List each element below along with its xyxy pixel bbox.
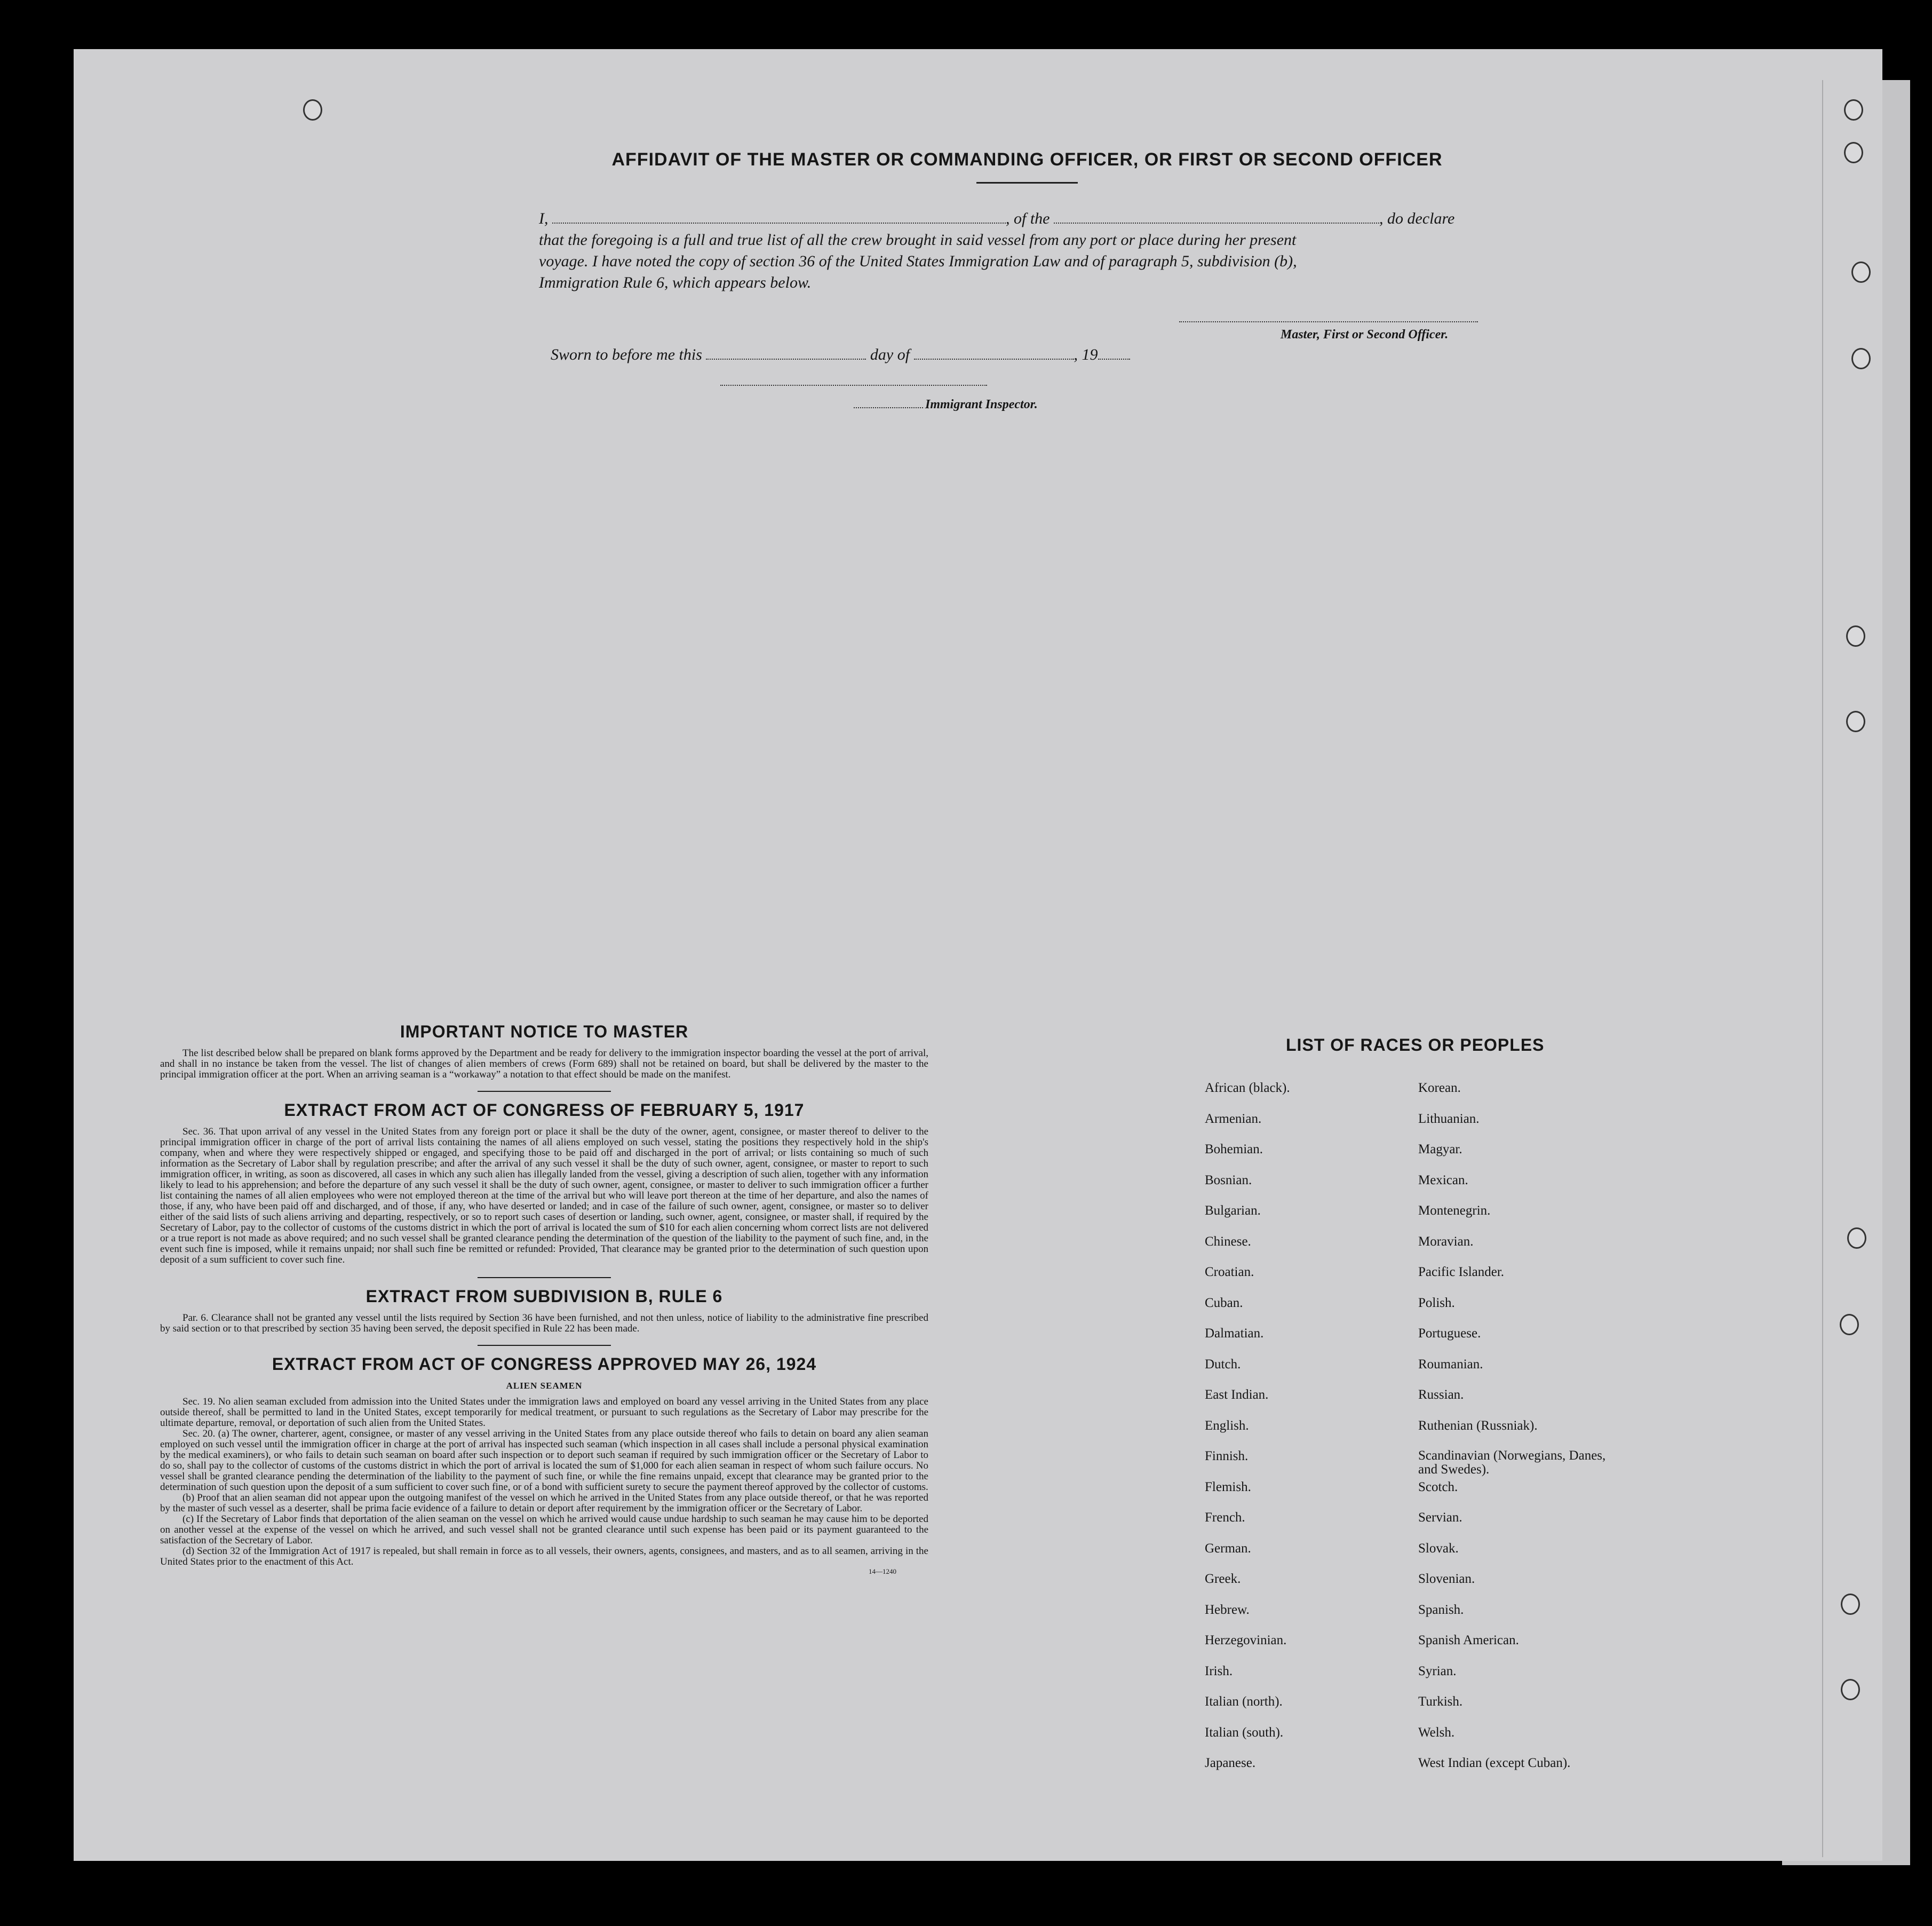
race-item: Finnish.: [1205, 1449, 1249, 1463]
affidavit-i-label: I,: [539, 210, 548, 227]
binder-hole-icon: [1841, 1594, 1860, 1615]
affidavit-body-line1: that the foregoing is a full and true list of all the crew brought in said vessel from any port or place during her present: [539, 231, 1297, 249]
race-item: Chinese.: [1205, 1234, 1251, 1249]
race-item: Turkish.: [1418, 1694, 1463, 1709]
race-item: Pacific Islander.: [1418, 1265, 1505, 1279]
race-item: Mexican.: [1418, 1173, 1468, 1187]
race-item: Slovenian.: [1418, 1572, 1475, 1586]
race-item: Korean.: [1418, 1081, 1461, 1095]
section-rule: [478, 1091, 611, 1092]
race-item: Montenegrin.: [1418, 1203, 1491, 1218]
page-fold: [1822, 80, 1823, 1857]
race-item: Bulgarian.: [1205, 1203, 1261, 1218]
race-item: Flemish.: [1205, 1480, 1251, 1494]
race-item: African (black).: [1205, 1081, 1290, 1095]
alien-seamen-subtitle: ALIEN SEAMEN: [506, 1381, 583, 1391]
affidavit-declaration-line: [539, 208, 1515, 229]
race-item: Moravian.: [1418, 1234, 1474, 1249]
race-item: Magyar.: [1418, 1142, 1462, 1156]
sworn-day-blank[interactable]: [706, 359, 866, 360]
extract-1917-body: Sec. 36. That upon arrival of any vessel in the United States from any foreign port or place it shall be the duty of the owner, agent, consignee, or master thereof to deliver to the principal immigration officer in charge of the port of arrival lists containing the names of all aliens employed on such vessel, stating the positions they respectively hold in the ship's company, when and where they were respectively shipped or engaged, and specifying those to be paid off and discharged in the port of arrival; or lists containing so much of such information as the Secretary of Labor shall by regulation prescribe; and after the arrival of any such vessel it shall be the duty of such owner, agent, consignee, or master to report to such immigration officer, in writing, as soon as discovered, all cases in which any such alien has illegally landed from the vessel, giving a description of such alien, together with any information likely to lead to his apprehension; and before the departure of any such vessel it shall be the duty of such owner, agent, consignee, or master to deliver to such immigration officer a further list containing the names of all alien employees who were not employed thereon at the time of the arrival but who will leave port thereon at the time of her departure, and also the names of those, if any, who have been paid off and discharged, and of those, if any, who have deserted or landed; and in case of the failure of such owner, agent, consignee, or master so to deliver either of the said lists of such aliens arriving and departing, respectively, or so to report such cases of desertion or landing, such owner, agent, consignee, or master shall, if required by the Secretary of Labor, pay to the collector of customs of the customs district in which the port of arrival is located the sum of $10 for each alien concerning whom correct lists are not delivered or a true report is not made as above required; and no such vessel shall be granted clearance pending the determination of the question of the liability to the payment of such fine, and, in the event such fine is imposed, while it remains unpaid; nor shall such fine be remitted or refunded: Provided, That clearance may be granted prior to the determination of such question upon deposit of a sum sufficient to cover such fine.: [160, 1126, 928, 1265]
race-item: Scandinavian (Norwegians, Danes, and Swedes).: [1418, 1448, 1606, 1477]
race-item: Syrian.: [1418, 1664, 1457, 1678]
sworn-label: Sworn to before me this: [551, 346, 702, 363]
of-the-label: , of the: [1006, 210, 1050, 227]
race-item: English.: [1205, 1418, 1249, 1433]
race-item: Welsh.: [1418, 1725, 1455, 1740]
binder-hole-icon: [1844, 142, 1863, 163]
race-item: Herzegovinian.: [1205, 1633, 1287, 1647]
name-blank[interactable]: [552, 223, 1006, 224]
affidavit-body-line2: voyage. I have noted the copy of section 36 of the United States Immigration Law and of paragraph 5, subdivision (b),: [539, 252, 1297, 270]
races-title: LIST OF RACES OR PEOPLES: [1286, 1035, 1545, 1055]
race-item: German.: [1205, 1541, 1251, 1556]
race-item: Scotch.: [1418, 1480, 1458, 1494]
section-rule: [478, 1345, 611, 1346]
binder-hole-icon: [1841, 1679, 1860, 1700]
master-signature-label: Master, First or Second Officer.: [1281, 328, 1449, 342]
affidavit-title: AFFIDAVIT OF THE MASTER OR COMMANDING OFFICER, OR FIRST OR SECOND OFFICER: [611, 149, 1443, 170]
binder-hole-icon: [1851, 261, 1871, 283]
race-item: Bohemian.: [1205, 1142, 1263, 1156]
race-item: Polish.: [1418, 1296, 1455, 1310]
race-item: Dutch.: [1205, 1357, 1241, 1372]
race-item: Spanish American.: [1418, 1633, 1519, 1647]
binder-hole-icon: [1844, 99, 1863, 121]
do-declare-label: , do declare: [1379, 210, 1455, 227]
year-label: , 19: [1074, 346, 1098, 363]
race-item: Croatian.: [1205, 1265, 1254, 1279]
race-item: Greek.: [1205, 1572, 1241, 1586]
notice-body: The list described below shall be prepared on blank forms approved by the Department and be ready for delivery to the immigration inspector boarding the vessel at the port of arrival, and shall in no instance be taken from the vessel. The list of changes of alien members of crews (Form 689) shall not be retained on board, but shall be delivered by the master to the principal immigration officer at the port. When an arriving seaman is a “workaway” a notation to that effect should be made on the manifest.: [160, 1048, 928, 1080]
race-item: Bosnian.: [1205, 1173, 1252, 1187]
sworn-line: [551, 344, 1515, 366]
race-item: East Indian.: [1205, 1388, 1269, 1402]
sec20c-text: (c) If the Secretary of Labor finds that deportation of the alien seaman on the vessel on which he arrived would cause undue hardship to such seaman he may cause him to be deported on another vessel at the expense of the vessel on which he arrived, and such vessel shall not be granted clearance until such expense has been paid or its payment guaranteed to the satisfaction of the Secretary of Labor.: [160, 1513, 928, 1546]
race-item: Slovak.: [1418, 1541, 1459, 1556]
race-item: Italian (south).: [1205, 1725, 1284, 1740]
legal-notices: [160, 1022, 928, 1576]
race-item: Ruthenian (Russniak).: [1418, 1418, 1538, 1433]
binder-hole-icon: [1847, 1227, 1866, 1249]
sec19-text: Sec. 19. No alien seaman excluded from admission into the United States under the immigration laws and employed on board any vessel arriving in the United States from any place outside thereof, shall be permitted to land in the United States, except temporarily for medical treatment, or pursuant to such regulations as the Secretary of Labor may prescribe for the ultimate departure, removal, or deportation of such alien from the United States.: [160, 1396, 928, 1429]
affidavit-section: [539, 149, 1515, 412]
sec20a-text: Sec. 20. (a) The owner, charterer, agent, consignee, or master of any vessel arriving in the United States from any place outside thereof who fails to detain on board any alien seaman employed on such vessel until the immigration officer in charge at the port of arrival has inspected such seaman (which inspection in all cases shall include a personal physical examination by the medical examiners), or who fails to detain such seaman on board after such inspection or to deport such seaman if required by such immigration officer or the Secretary of Labor to do so, shall pay to the collector of customs of the customs district in which the port of arrival is located the sum of $1,000 for each alien seaman in respect of whom such failure occurs. No vessel shall be granted clearance pending the determination of the liability to the payment of such fine, or while the fine remains unpaid, except that clearance may be granted prior to the determination of such question upon the deposit of a sum sufficient to cover such fine, or of a bond with sufficient surety to secure the payment thereof approved by the collector of customs.: [160, 1428, 928, 1493]
form-number: 14—1240: [869, 1567, 896, 1575]
vessel-blank[interactable]: [1054, 223, 1379, 224]
binder-hole-icon: [1851, 348, 1871, 369]
race-item: Italian (north).: [1205, 1694, 1283, 1709]
race-item: Hebrew.: [1205, 1603, 1250, 1617]
inspector-signature-line[interactable]: [720, 384, 987, 386]
sworn-month-blank[interactable]: [914, 359, 1074, 360]
race-item: West Indian (except Cuban).: [1418, 1756, 1571, 1770]
notice-title: IMPORTANT NOTICE TO MASTER: [400, 1022, 689, 1041]
binder-hole-icon: [1846, 711, 1865, 732]
extract-rule6-body: Par. 6. Clearance shall not be granted any vessel until the lists required by Section 36 have been furnished, and not then unless, notice of liability to the administrative fine prescribed by said section or to that prescribed by section 35 having been served, the deposit specified in Rule 22 has been made.: [160, 1312, 928, 1334]
race-item: Russian.: [1418, 1388, 1464, 1402]
year-blank[interactable]: [1098, 359, 1130, 360]
race-item: Armenian.: [1205, 1112, 1262, 1126]
race-item: Servian.: [1418, 1510, 1462, 1525]
race-item: Irish.: [1205, 1664, 1233, 1678]
binder-hole-icon: [303, 99, 322, 121]
inspector-line: [854, 398, 1515, 412]
race-item: Spanish.: [1418, 1603, 1464, 1617]
race-item: Roumanian.: [1418, 1357, 1483, 1372]
race-item: Dalmatian.: [1205, 1326, 1264, 1341]
day-of-label: day of: [870, 346, 910, 363]
race-item: Japanese.: [1205, 1756, 1256, 1770]
race-item: Cuban.: [1205, 1296, 1243, 1310]
inspector-label: Immigrant Inspector.: [925, 398, 1038, 411]
binder-hole-icon: [1840, 1314, 1859, 1335]
extract-1917-title: EXTRACT FROM ACT OF CONGRESS OF FEBRUARY 5, 1917: [284, 1100, 805, 1120]
extract-1924-title: EXTRACT FROM ACT OF CONGRESS APPROVED MAY 26, 1924: [272, 1354, 817, 1374]
title-rule: [976, 182, 1078, 184]
master-signature-line[interactable]: [1179, 320, 1478, 322]
sec20b-text: (b) Proof that an alien seaman did not appear upon the outgoing manifest of the vessel on which he arrived in the United States from any place outside thereof, or that he was reported by the master of such vessel as a deserter, shall be prima facie evidence of a failure to detain or deport after requirement by the immigration officer or the Secretary of Labor.: [160, 1492, 928, 1514]
race-item: Lithuanian.: [1418, 1112, 1480, 1126]
races-list: [1200, 1035, 1681, 1770]
binder-hole-icon: [1846, 625, 1865, 647]
sec20d-text: (d) Section 32 of the Immigration Act of 1917 is repealed, but shall remain in force as to all vessels, their owners, agents, consignees, and masters, and as to all seamen, arriving in the United States prior to the enactment of this Act.: [160, 1545, 928, 1567]
extract-rule6-title: EXTRACT FROM SUBDIVISION B, RULE 6: [365, 1287, 723, 1306]
race-item: Portuguese.: [1418, 1326, 1481, 1341]
inspector-blank[interactable]: [854, 407, 923, 408]
section-rule: [478, 1277, 611, 1278]
race-item: French.: [1205, 1510, 1245, 1525]
affidavit-body-line3: Immigration Rule 6, which appears below.: [539, 274, 812, 291]
